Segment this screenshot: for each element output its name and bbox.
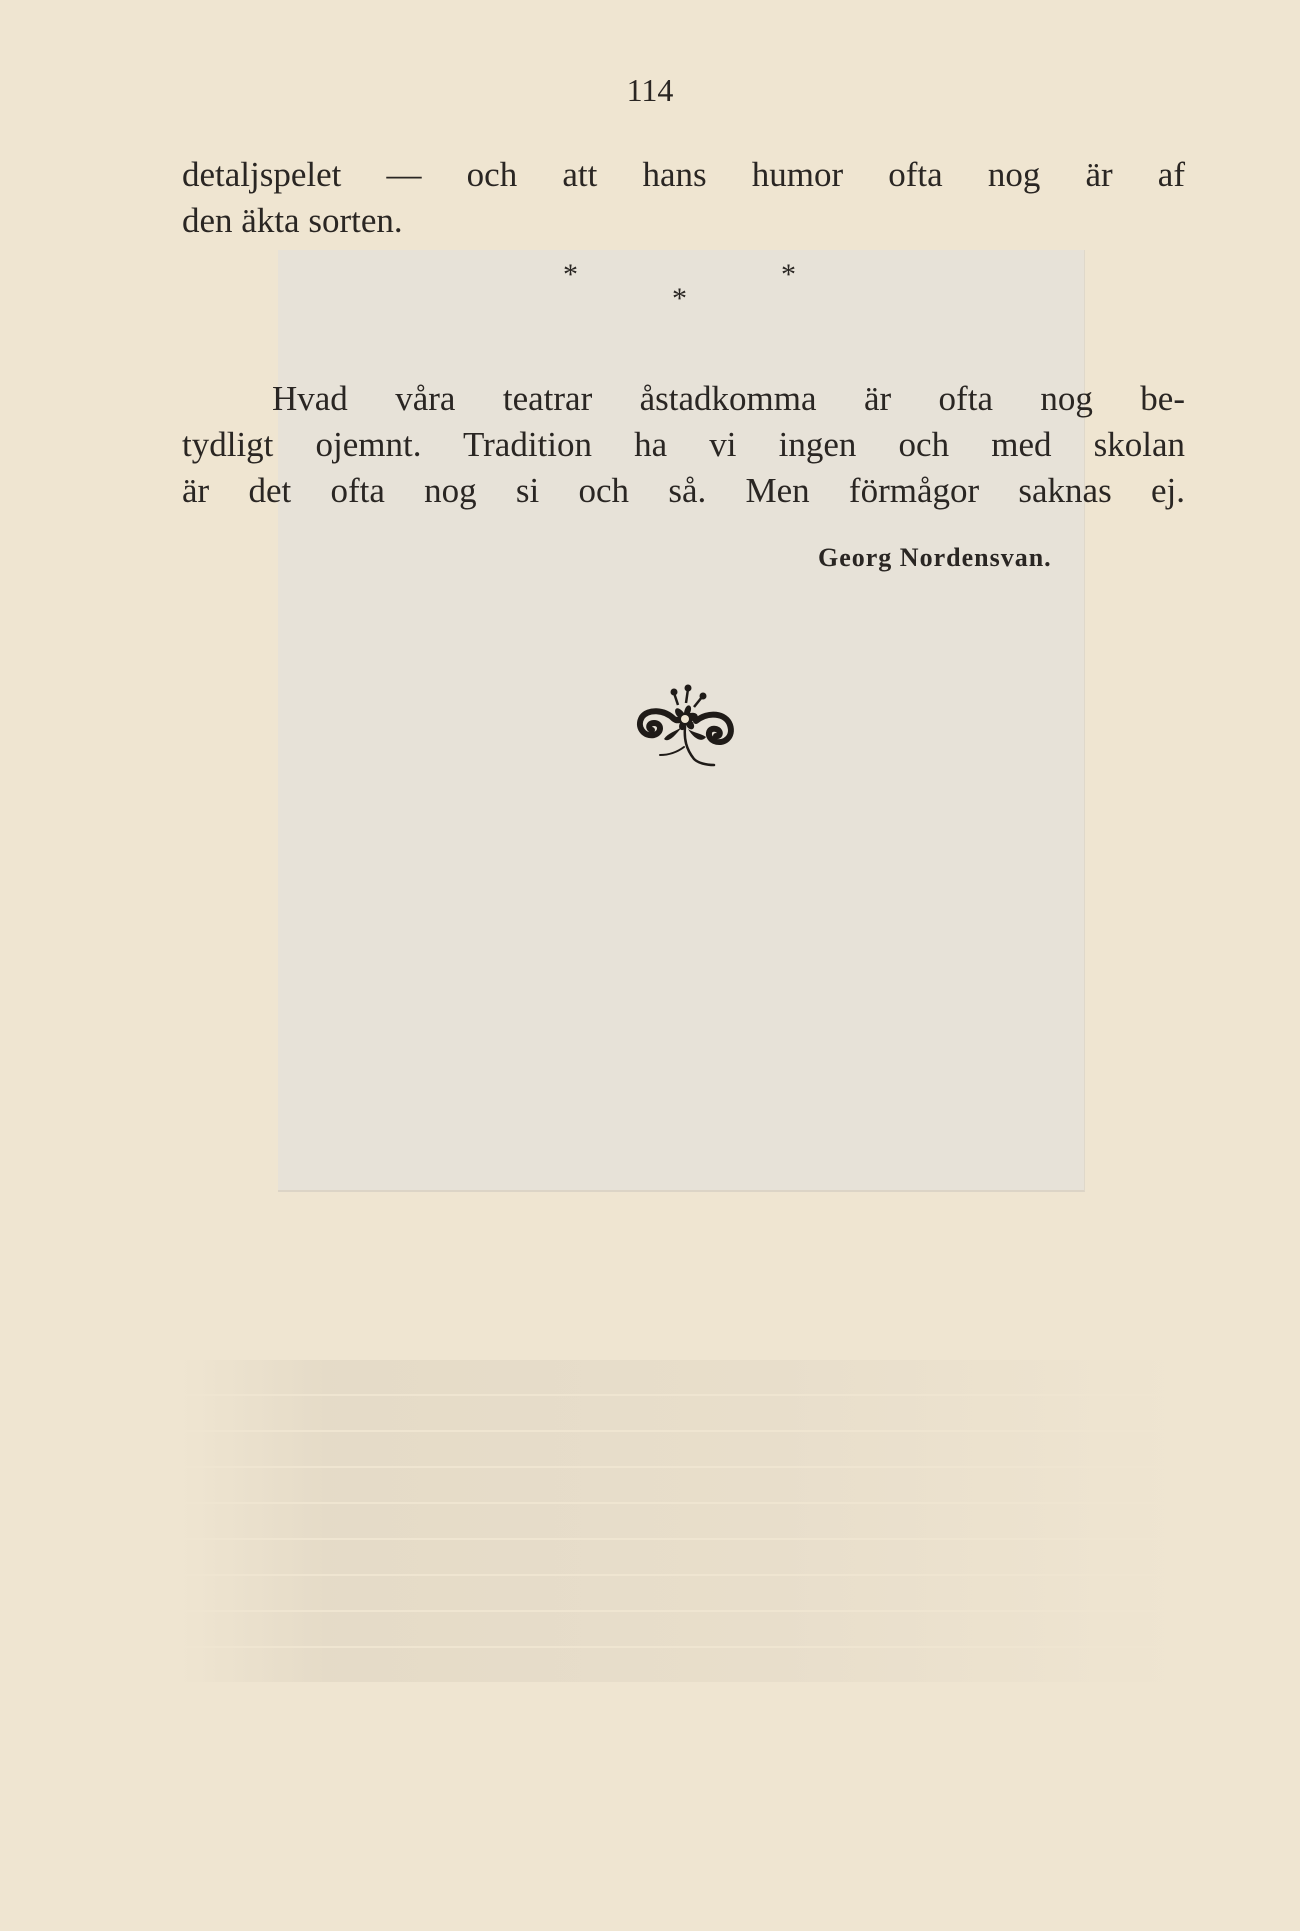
- paragraph-2-line-3: är det ofta nog si och så. Men förmågor saknas ej.: [182, 471, 1185, 510]
- separator-star-center: *: [672, 282, 687, 315]
- paragraph-1: [182, 152, 1185, 244]
- floral-vignette-icon: [628, 683, 740, 769]
- separator-star-left: *: [563, 258, 578, 291]
- paragraph-1-line-2: den äkta sorten.: [182, 201, 403, 240]
- separator-star-right: *: [781, 258, 796, 291]
- show-through-text: [180, 1360, 1180, 1684]
- paragraph-2: [182, 376, 1185, 514]
- page-number: 114: [626, 72, 674, 108]
- author-signature: Georg Nordensvan.: [818, 543, 1052, 572]
- paragraph-2-line-2: tydligt ojemnt. Tradition ha vi ingen och med skolan: [182, 425, 1185, 464]
- paragraph-2-line-1: Hvad våra teatrar åstadkomma är ofta nog be-: [272, 379, 1185, 418]
- paragraph-1-line-1: detaljspelet — och att hans humor ofta nog är af: [182, 155, 1185, 194]
